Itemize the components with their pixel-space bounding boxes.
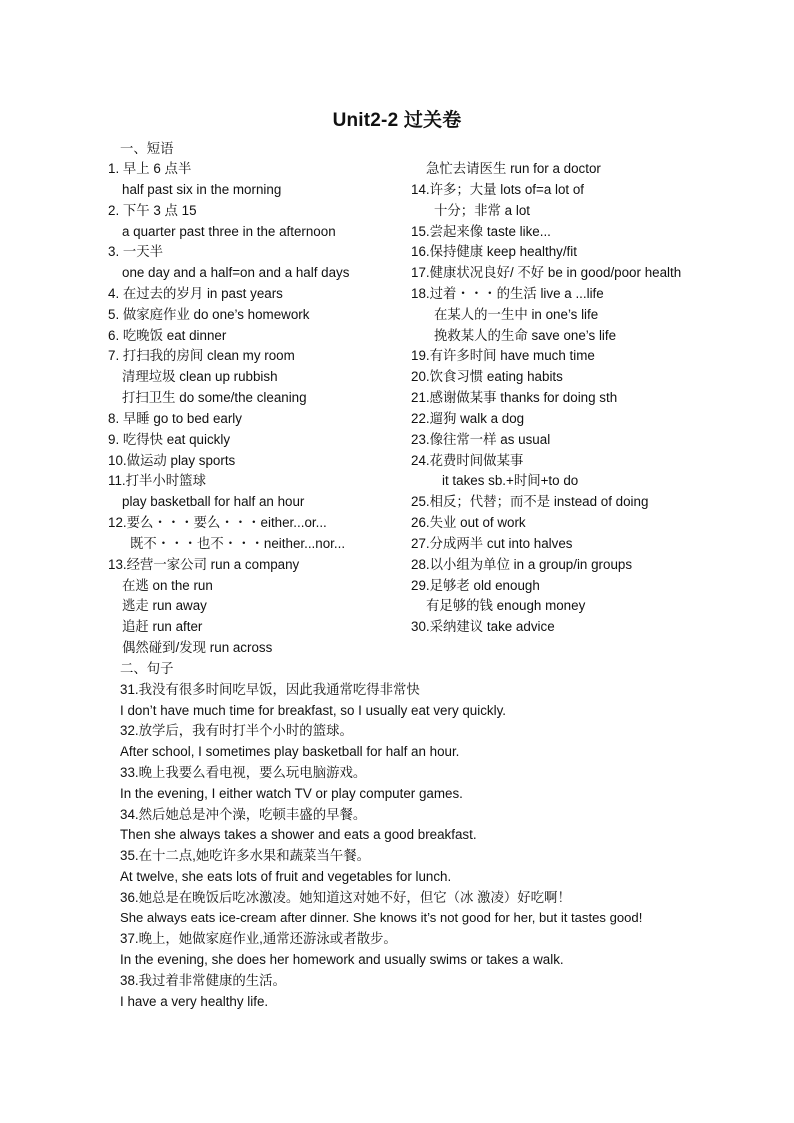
page-title: Unit2-2 过关卷 xyxy=(332,110,462,131)
phrase-line: 挽救某人的生命 save one’s life xyxy=(434,328,617,343)
phrase-line: 22.遛狗 walk a dog xyxy=(411,411,525,426)
phrase-line: 14.许多；大量 lots of=a lot of xyxy=(411,182,585,197)
phrase-line: 19.有许多时间 have much time xyxy=(411,348,595,363)
phrase-line: 16.保持健康 keep healthy/fit xyxy=(411,244,577,259)
phrase-line: 9. 吃得快 eat quickly xyxy=(108,432,231,447)
phrase-line: 1. 早上 6 点半 xyxy=(108,161,192,176)
phrase-line: it takes sb.+时间+to do xyxy=(442,473,579,488)
phrase-line: 28.以小组为单位 in a group/in groups xyxy=(411,557,633,572)
phrase-line: half past six in the morning xyxy=(122,182,282,197)
sentence-line: 36.她总是在晚饭后吃冰激凌。她知道这对她不好，但它（冰 激凌）好吃啊！ xyxy=(120,890,571,905)
sentence-line: 33.晚上我要么看电视，要么玩电脑游戏。 xyxy=(120,765,367,780)
phrase-line: 15.尝起来像 taste like... xyxy=(411,224,551,239)
phrase-line: 追赶 run after xyxy=(122,619,203,634)
sentence-line: Then she always takes a shower and eats a good breakfast. xyxy=(120,827,477,842)
phrase-line: 3. 一天半 xyxy=(108,244,164,259)
sentence-line: 31.我没有很多时间吃早饭，因此我通常吃得非常快 xyxy=(120,682,420,697)
phrase-line: 逃走 run away xyxy=(122,598,207,613)
phrase-line: 12.要么・・・要么・・・either...or... xyxy=(108,515,327,530)
phrase-line: 26.失业 out of work xyxy=(411,515,526,530)
phrase-line: 5. 做家庭作业 do one’s homework xyxy=(108,307,310,322)
phrase-line: 4. 在过去的岁月 in past years xyxy=(108,286,283,301)
phrase-line: 10.做运动 play sports xyxy=(108,453,236,468)
phrase-line: 急忙去请医生 run for a doctor xyxy=(426,161,601,176)
phrase-line: 既不・・・也不・・・neither...nor... xyxy=(130,536,346,551)
phrase-line: 13.经营一家公司 run a company xyxy=(108,557,300,572)
phrase-line: a quarter past three in the afternoon xyxy=(122,224,336,239)
phrase-line: 23.像往常一样 as usual xyxy=(411,432,551,447)
phrase-line: 27.分成两半 cut into halves xyxy=(411,536,573,551)
phrase-line: 17.健康状况良好/ 不好 be in good/poor health xyxy=(411,265,682,280)
phrase-line: 偶然碰到/发现 run across xyxy=(122,640,273,655)
phrase-line: 18.过着・・・的生活 live a ...life xyxy=(411,286,604,301)
phrase-line: 有足够的钱 enough money xyxy=(426,598,586,613)
phrase-line: 21.感谢做某事 thanks for doing sth xyxy=(411,390,618,405)
section-heading-sentences: 二、句子 xyxy=(120,661,174,676)
phrase-line: 十分；非常 a lot xyxy=(434,203,530,218)
phrase-line: 打扫卫生 do some/the cleaning xyxy=(122,390,307,405)
phrase-line: 24.花费时间做某事 xyxy=(411,453,524,468)
phrase-line: 11.打半小时篮球 xyxy=(108,473,206,488)
sentence-line: In the evening, I either watch TV or play computer games. xyxy=(120,786,463,801)
sentence-line: 37.晚上，她做家庭作业,通常还游泳或者散步。 xyxy=(120,931,397,946)
phrase-line: 29.足够老 old enough xyxy=(411,578,540,593)
phrase-line: 8. 早睡 go to bed early xyxy=(108,411,242,426)
sentence-line: In the evening, she does her homework and usually swims or takes a walk. xyxy=(120,952,564,967)
sentence-line: She always eats ice-cream after dinner. She knows it’s not good for her, but it tastes good! xyxy=(120,910,643,925)
phrase-line: 清理垃圾 clean up rubbish xyxy=(122,369,278,384)
phrase-line: one day and a half=on and a half days xyxy=(122,265,350,280)
sentence-line: At twelve, she eats lots of fruit and vegetables for lunch. xyxy=(120,869,452,884)
phrase-line: 30.采纳建议 take advice xyxy=(411,619,555,634)
phrase-line: 在某人的一生中 in one’s life xyxy=(434,307,599,322)
phrase-line: 6. 吃晚饭 eat dinner xyxy=(108,328,227,343)
phrase-line: 2. 下午 3 点 15 xyxy=(108,203,197,218)
phrase-line: 25.相反；代替；而不是 instead of doing xyxy=(411,494,649,509)
sentence-line: After school, I sometimes play basketball for half an hour. xyxy=(120,744,460,759)
section-heading-phrases: 一、短语 xyxy=(120,141,174,156)
phrase-line: 7. 打扫我的房间 clean my room xyxy=(108,348,295,363)
phrase-line: 20.饮食习惯 eating habits xyxy=(411,369,563,384)
sentence-line: 34.然后她总是冲个澡，吃顿丰盛的早餐。 xyxy=(120,807,367,822)
sentence-line: I have a very healthy life. xyxy=(120,994,269,1009)
sentence-line: 38.我过着非常健康的生活。 xyxy=(120,973,286,988)
sentence-line: 32.放学后，我有时打半个小时的篮球。 xyxy=(120,723,353,738)
sentence-line: I don’t have much time for breakfast, so I usually eat very quickly. xyxy=(120,703,507,718)
sentence-line: 35.在十二点,她吃许多水果和蔬菜当午餐。 xyxy=(120,848,370,863)
phrase-line: 在逃 on the run xyxy=(122,578,213,593)
phrase-line: play basketball for half an hour xyxy=(122,494,305,509)
